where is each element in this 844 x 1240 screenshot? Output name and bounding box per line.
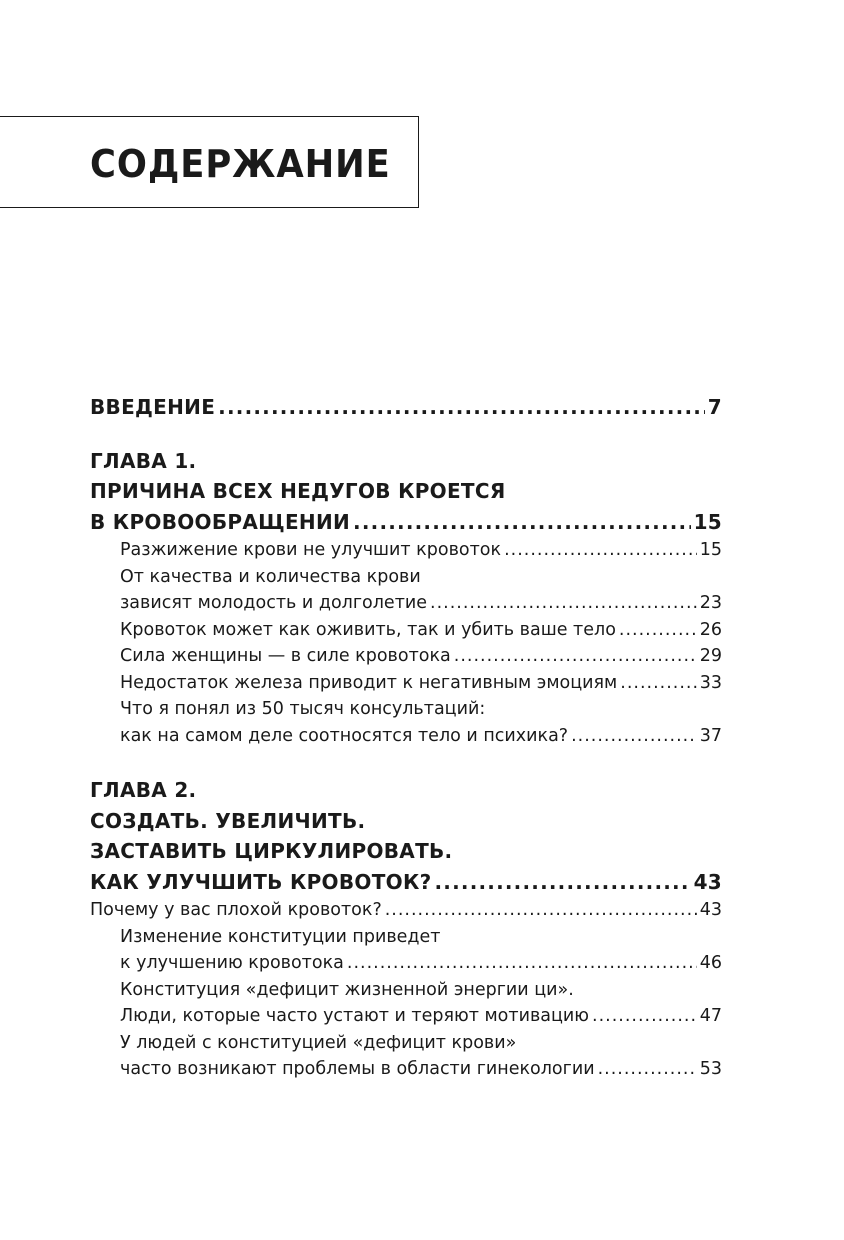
toc-subentry[interactable] xyxy=(90,1003,722,1030)
toc-entry-page: 43 xyxy=(699,900,722,920)
dot-leader xyxy=(347,950,697,977)
toc-entry-page: 47 xyxy=(699,1006,722,1026)
toc-subentry-line[interactable] xyxy=(90,1030,722,1057)
toc-entry-title: Изменение конституции приведет xyxy=(120,926,441,947)
toc-entry-title: ВВЕДЕНИЕ xyxy=(90,395,216,419)
toc-entry-title: Почему у вас плохой кровоток? xyxy=(90,900,382,920)
toc-entry-title: Конституция «дефицит жизненной энергии ци». xyxy=(120,979,574,1000)
chapter-2-title-text: ЗАСТАВИТЬ ЦИРКУЛИРОВАТЬ. xyxy=(90,839,453,863)
toc-entry-title: В КРОВООБРАЩЕНИИ xyxy=(90,509,351,534)
toc-subentry[interactable] xyxy=(90,1056,722,1083)
page-title: СОДЕРЖАНИЕ xyxy=(90,142,391,186)
toc-entry-title: Кровоток может как оживить, так и убить ваше тело xyxy=(120,619,616,640)
dot-leader xyxy=(571,723,697,750)
toc-entry-title: От качества и количества крови xyxy=(120,566,421,587)
chapter-1-number: ГЛАВА 1. xyxy=(90,448,197,473)
toc-entry-title: к улучшению кровотока xyxy=(120,953,344,973)
chapter-2-title-text: СОЗДАТЬ. УВЕЛИЧИТЬ. xyxy=(90,808,366,833)
toc-entry-page: 7 xyxy=(707,395,722,419)
dot-leader xyxy=(504,537,697,564)
chapter-1-title-text: ПРИЧИНА ВСЕХ НЕДУГОВ КРОЕТСЯ xyxy=(90,479,506,503)
dot-leader xyxy=(353,507,691,538)
dot-leader xyxy=(620,670,696,697)
toc-entry-title: КАК УЛУЧШИТЬ КРОВОТОК? xyxy=(90,869,432,894)
dot-leader xyxy=(385,897,697,924)
toc-entry-title: Люди, которые часто устают и теряют мотивацию xyxy=(120,1006,590,1026)
toc-entry-page: 26 xyxy=(699,619,722,640)
toc-subentry[interactable] xyxy=(90,723,722,750)
toc-entry-intro[interactable] xyxy=(90,392,722,423)
dot-leader xyxy=(592,1003,697,1030)
chapter-2-title-line xyxy=(90,806,722,837)
toc-subentry-line[interactable] xyxy=(90,977,722,1004)
dot-leader xyxy=(619,617,697,644)
toc-entry-title: У людей с конституцией «дефицит крови» xyxy=(120,1032,517,1053)
toc-entry-page: 15 xyxy=(693,509,722,534)
toc-subentry[interactable] xyxy=(90,537,722,564)
toc-entry-page: 53 xyxy=(699,1059,722,1079)
toc-entry-title: Что я понял из 50 тысяч консультаций: xyxy=(120,699,486,719)
toc-entry-page: 15 xyxy=(699,540,722,560)
toc-entry-title: Недостаток железа приводит к негативным эмоциям xyxy=(120,672,618,693)
toc-entry-page: 33 xyxy=(699,672,722,693)
chapter-2-number: ГЛАВА 2. xyxy=(90,778,197,802)
toc-subentry[interactable] xyxy=(90,617,722,644)
toc-subentry[interactable] xyxy=(90,590,722,617)
dot-leader xyxy=(454,643,697,670)
toc-subentry-line[interactable] xyxy=(90,696,722,723)
toc-entry-page: 37 xyxy=(699,725,722,746)
toc-subentry-line[interactable] xyxy=(90,924,722,951)
dot-leader xyxy=(435,867,691,898)
chapter-1-label xyxy=(90,446,722,477)
title-box xyxy=(0,116,419,208)
toc-entry-page: 23 xyxy=(699,593,722,613)
toc-entry-page: 43 xyxy=(693,869,722,894)
dot-leader xyxy=(598,1056,697,1083)
toc-entry-title: часто возникают проблемы в области гинекологии xyxy=(120,1059,595,1079)
toc-subentry-line[interactable] xyxy=(90,564,722,591)
toc-subentry[interactable] xyxy=(90,643,722,670)
dot-leader xyxy=(430,590,697,617)
toc-entry-chapter-1[interactable] xyxy=(90,507,722,538)
table-of-contents xyxy=(90,392,722,1083)
dot-leader xyxy=(218,392,705,423)
toc-entry-page: 46 xyxy=(699,953,722,973)
toc-entry-title: как на самом деле соотносятся тело и психика? xyxy=(120,725,569,746)
toc-subentry[interactable] xyxy=(90,670,722,697)
toc-section-entry[interactable] xyxy=(90,897,722,924)
toc-subentry[interactable] xyxy=(90,950,722,977)
toc-entry-chapter-2[interactable] xyxy=(90,867,722,898)
toc-entry-page: 29 xyxy=(699,646,722,666)
toc-entry-title: Сила женщины — в силе кровотока xyxy=(120,646,451,666)
chapter-2-label xyxy=(90,775,722,806)
toc-entry-title: Разжижение крови не улучшит кровоток xyxy=(120,540,502,560)
toc-entry-title: зависят молодость и долголетие xyxy=(120,593,428,613)
chapter-2-title-line xyxy=(90,836,722,867)
chapter-1-title-line xyxy=(90,476,722,507)
